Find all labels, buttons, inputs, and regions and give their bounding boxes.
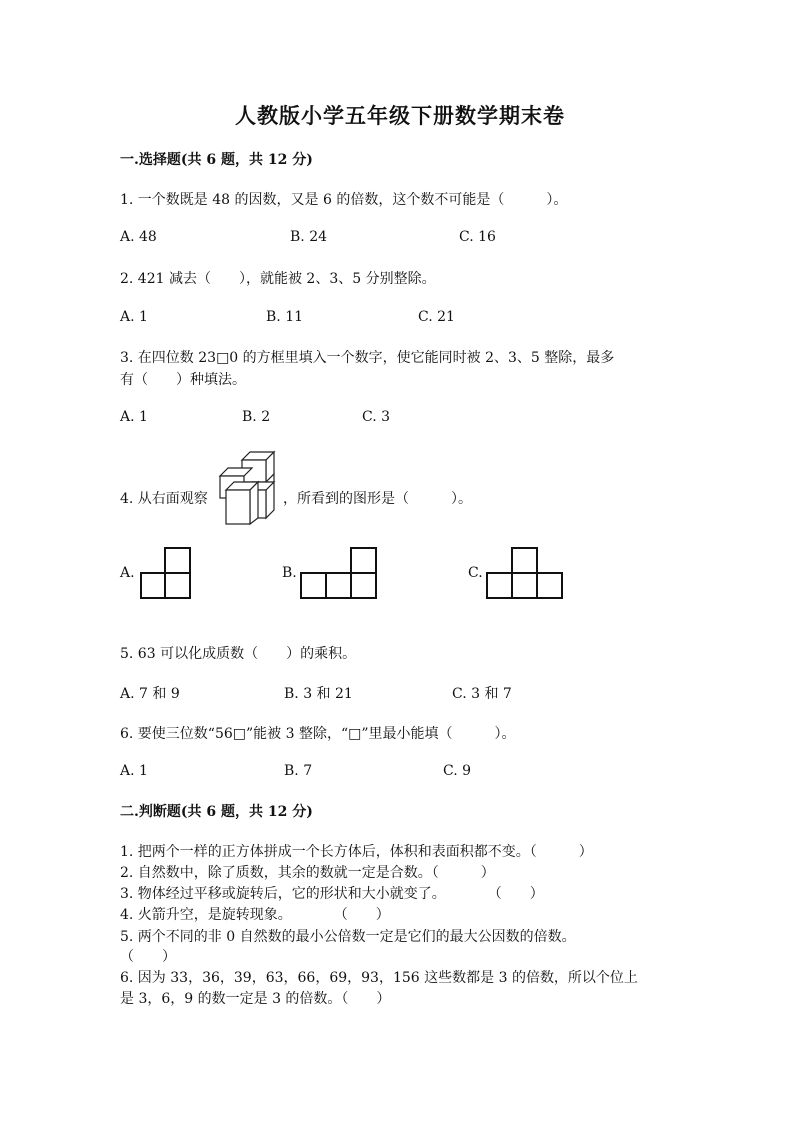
question-4-end: ，所看到的图形是（ ）。: [283, 491, 472, 507]
judgment-item: 3. 物体经过平移或旋转后，它的形状和大小就变了。 （ ）: [120, 886, 544, 902]
section-heading-choice: 一.选择题(共 6 题，共 12 分): [120, 152, 313, 168]
q6-option-a: A. 1: [120, 763, 148, 779]
q6-option-c: C. 9: [443, 763, 472, 779]
q4-figure-a: [140, 547, 192, 599]
q2-option-c: C. 21: [418, 309, 455, 325]
q5-option-b: B. 3 和 21: [284, 686, 353, 702]
q4-option-a: A.: [120, 565, 135, 581]
q5-option-c: C. 3 和 7: [452, 686, 512, 702]
question-3-line-1: 3. 在四位数 23□0 的方框里填入一个数字，使它能同时被 2、3、5 整除，最多: [120, 350, 615, 366]
question-5: 5. 63 可以化成质数（ ）的乘积。: [120, 646, 357, 662]
q4-figure-b: [300, 547, 378, 599]
question-6: 6. 要使三位数“56□”能被 3 整除，“□”里最小能填（ ）。: [120, 726, 516, 742]
question-1: 1. 一个数既是 48 的因数，又是 6 的倍数，这个数不可能是（ ）。: [120, 192, 568, 208]
judgment-item: 6. 因为 33，36，39，63，66，69，93，156 这些数都是 3 的倍数，所以个位上: [120, 970, 638, 986]
judgment-item-continuation: （ ）: [120, 949, 176, 965]
question-4-start: 4. 从右面观察: [120, 491, 208, 507]
q1-option-c: C. 16: [459, 229, 496, 245]
judgment-item-continuation: 是 3，6，9 的数一定是 3 的倍数。（ ）: [120, 991, 391, 1007]
judgment-item: 4. 火箭升空，是旋转现象。 （ ）: [120, 907, 390, 923]
question-2: 2. 421 减去（ ），就能被 2、3、5 分别整除。: [120, 271, 436, 287]
q3-option-c: C. 3: [362, 409, 391, 425]
judgment-item: 2. 自然数中，除了质数，其余的数就一定是合数。（ ）: [120, 865, 495, 881]
question-3-line-2: 有（ ）种填法。: [120, 372, 246, 388]
q2-option-a: A. 1: [120, 309, 148, 325]
q2-option-b: B. 11: [266, 309, 304, 325]
q4-figure-c: [486, 547, 564, 599]
q4-option-c: C.: [468, 565, 483, 581]
section-heading-judgment: 二.判断题(共 6 题，共 12 分): [120, 804, 313, 820]
q1-option-a: A. 48: [120, 229, 157, 245]
q3-option-b: B. 2: [242, 409, 271, 425]
q6-option-b: B. 7: [284, 763, 313, 779]
cube-stack-figure: [218, 446, 280, 526]
judgment-item: 5. 两个不同的非 0 自然数的最小公倍数一定是它们的最大公因数的倍数。: [120, 929, 576, 945]
q4-option-b: B.: [282, 565, 297, 581]
page-title: 人教版小学五年级下册数学期末卷: [235, 103, 565, 128]
judgment-item: 1. 把两个一样的正方体拼成一个长方体后，体积和表面积都不变。（ ）: [120, 844, 593, 860]
q3-option-a: A. 1: [120, 409, 148, 425]
q1-option-b: B. 24: [290, 229, 328, 245]
q5-option-a: A. 7 和 9: [120, 686, 180, 702]
